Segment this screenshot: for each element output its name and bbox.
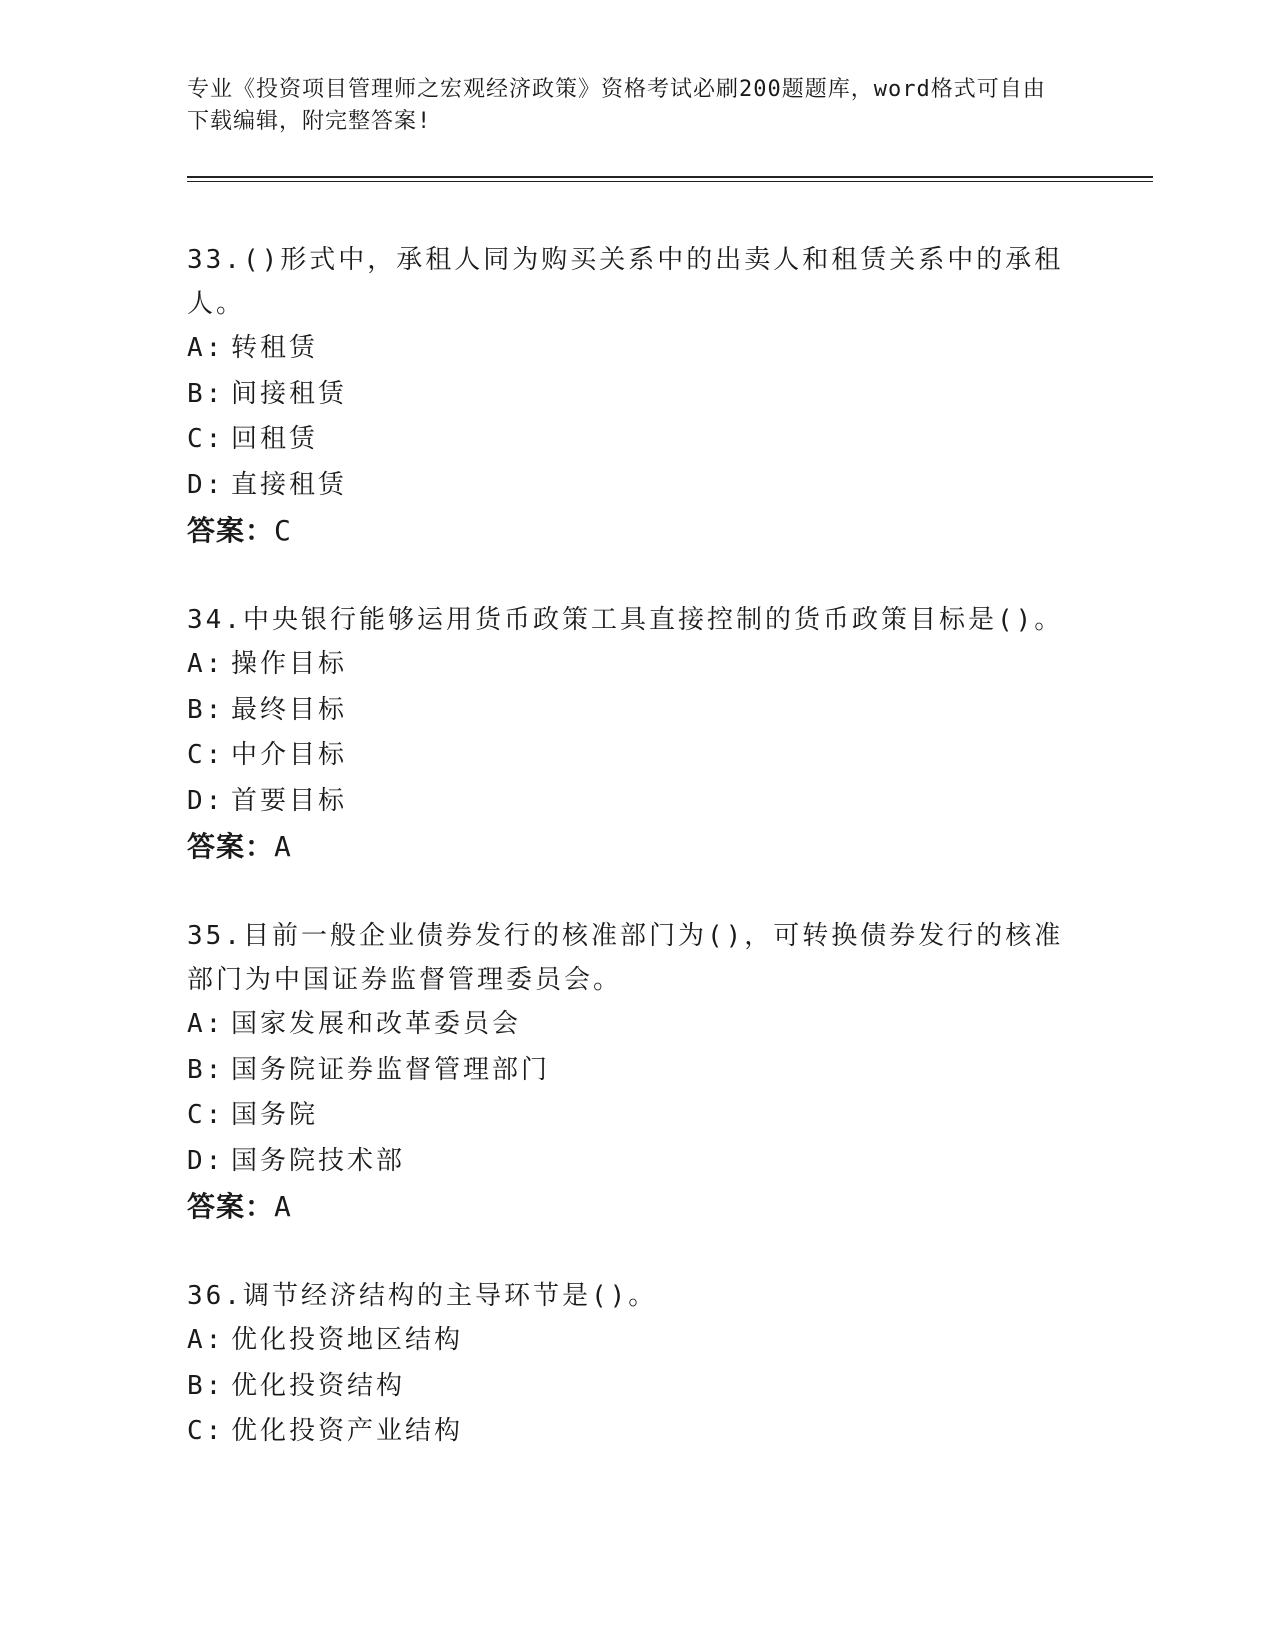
option-c bbox=[187, 1093, 1087, 1139]
option-letter: C: bbox=[187, 1100, 225, 1130]
option-text: 直接租赁 bbox=[231, 469, 348, 500]
option-d bbox=[187, 1139, 1087, 1185]
question-number: 33. bbox=[187, 245, 243, 275]
option-text: 操作目标 bbox=[231, 649, 348, 679]
option-a bbox=[187, 1318, 1087, 1364]
option-a bbox=[187, 642, 1087, 688]
option-letter: B: bbox=[187, 694, 225, 725]
option-b bbox=[187, 1048, 1087, 1094]
question-number: 34. bbox=[187, 605, 243, 635]
option-d bbox=[187, 779, 1087, 825]
question-text: 目前一般企业债券发行的核准部门为()，可转换债券发行的核准部门为中国证券监督管理委员会。 bbox=[187, 921, 1064, 995]
question-stem bbox=[187, 598, 1087, 642]
option-text: 回租赁 bbox=[231, 424, 319, 454]
option-a bbox=[187, 1002, 1087, 1048]
option-text: 首要目标 bbox=[231, 785, 348, 816]
option-letter: D: bbox=[187, 469, 225, 500]
question-stem bbox=[187, 238, 1087, 326]
question-number: 35. bbox=[187, 921, 243, 951]
question-text: ()形式中，承租人同为购买关系中的出卖人和租赁关系中的承租人。 bbox=[187, 245, 1064, 319]
answer-value: C bbox=[274, 514, 292, 547]
option-a bbox=[187, 326, 1087, 372]
option-letter: A: bbox=[187, 649, 225, 679]
option-text: 间接租赁 bbox=[231, 378, 348, 409]
answer-line bbox=[187, 824, 1087, 870]
option-text: 最终目标 bbox=[231, 694, 348, 725]
question-36 bbox=[187, 1274, 1087, 1455]
option-text: 优化投资结构 bbox=[231, 1370, 406, 1401]
option-c bbox=[187, 1409, 1087, 1455]
option-b bbox=[187, 688, 1087, 734]
question-number: 36. bbox=[187, 1281, 243, 1311]
option-letter: A: bbox=[187, 1009, 225, 1039]
option-b bbox=[187, 372, 1087, 418]
answer-label: 答案： bbox=[187, 514, 275, 547]
option-letter: C: bbox=[187, 424, 225, 454]
option-c bbox=[187, 733, 1087, 779]
option-letter: B: bbox=[187, 1054, 225, 1085]
option-letter: B: bbox=[187, 1370, 225, 1401]
question-stem bbox=[187, 914, 1087, 1002]
answer-label: 答案： bbox=[187, 1190, 275, 1223]
answer-value: A bbox=[274, 830, 292, 863]
option-b bbox=[187, 1364, 1087, 1410]
option-text: 国家发展和改革委员会 bbox=[231, 1009, 522, 1039]
answer-line bbox=[187, 508, 1087, 554]
option-letter: A: bbox=[187, 1325, 225, 1355]
option-text: 优化投资地区结构 bbox=[231, 1325, 464, 1355]
header-divider-thick bbox=[187, 176, 1153, 178]
question-text: 调节经济结构的主导环节是()。 bbox=[242, 1281, 658, 1311]
option-text: 中介目标 bbox=[231, 740, 348, 770]
option-letter: A: bbox=[187, 333, 225, 363]
question-text: 中央银行能够运用货币政策工具直接控制的货币政策目标是()。 bbox=[242, 605, 1064, 635]
option-text: 国务院 bbox=[231, 1100, 319, 1130]
option-text: 优化投资产业结构 bbox=[231, 1416, 464, 1446]
question-34 bbox=[187, 598, 1087, 870]
question-stem bbox=[187, 1274, 1087, 1318]
option-letter: C: bbox=[187, 1416, 225, 1446]
answer-label: 答案： bbox=[187, 830, 275, 863]
question-33 bbox=[187, 238, 1087, 554]
document-header: 专业《投资项目管理师之宏观经济政策》资格考试必刷200题题库，word格式可自由下载编辑，附完整答案! bbox=[187, 77, 1046, 134]
option-letter: D: bbox=[187, 785, 225, 816]
option-letter: C: bbox=[187, 740, 225, 770]
option-text: 国务院证券监督管理部门 bbox=[231, 1054, 551, 1085]
option-c bbox=[187, 417, 1087, 463]
option-text: 转租赁 bbox=[231, 333, 319, 363]
option-text: 国务院技术部 bbox=[231, 1145, 406, 1176]
question-35 bbox=[187, 914, 1087, 1230]
option-letter: D: bbox=[187, 1145, 225, 1176]
option-d bbox=[187, 463, 1087, 509]
answer-value: A bbox=[274, 1190, 292, 1223]
header-divider-thin bbox=[187, 181, 1153, 182]
answer-line bbox=[187, 1184, 1087, 1230]
option-letter: B: bbox=[187, 378, 225, 409]
question-list bbox=[187, 238, 1087, 1499]
